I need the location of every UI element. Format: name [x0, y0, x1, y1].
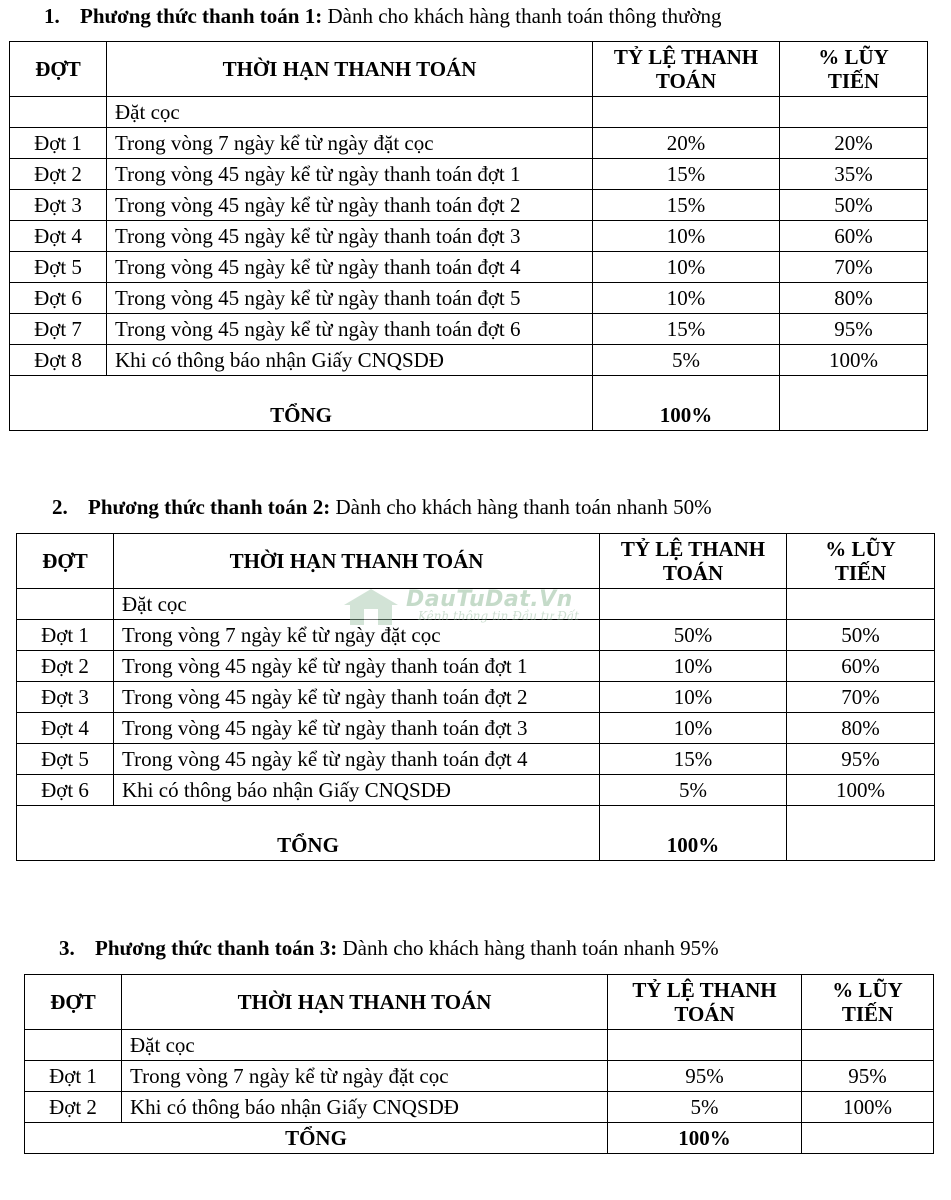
thoi-han-cell: Trong vòng 7 ngày kể từ ngày đặt cọc	[107, 128, 593, 159]
table-header-row	[17, 534, 935, 589]
thoi-han-cell: Trong vòng 45 ngày kể từ ngày thanh toán đợt 1	[114, 651, 600, 682]
ty-le-cell: 10%	[600, 651, 787, 682]
luy-tien-cell: 60%	[787, 651, 935, 682]
header-luy-tien: % LŨY TIẾN	[802, 975, 934, 1030]
thoi-han-cell: Trong vòng 45 ngày kể từ ngày thanh toán đợt 3	[107, 221, 593, 252]
table-header-row	[10, 42, 928, 97]
payment-table-3	[24, 974, 934, 1154]
thoi-han-cell: Trong vòng 45 ngày kể từ ngày thanh toán đợt 2	[114, 682, 600, 713]
dot-cell: Đợt 1	[10, 128, 107, 159]
table-row	[10, 128, 928, 159]
dot-cell: Đợt 2	[25, 1092, 122, 1123]
header-ty-le: TỶ LỆ THANH TOÁN	[593, 42, 780, 97]
total-label: TỔNG	[17, 806, 600, 861]
table-row	[10, 345, 928, 376]
thoi-han-cell: Trong vòng 45 ngày kể từ ngày thanh toán đợt 6	[107, 314, 593, 345]
thoi-han-cell: Khi có thông báo nhận Giấy CNQSDĐ	[107, 345, 593, 376]
header-dot: ĐỢT	[25, 975, 122, 1030]
luy-tien-cell	[787, 589, 935, 620]
section-number: 2.	[52, 495, 68, 519]
luy-tien-cell: 100%	[802, 1092, 934, 1123]
ty-le-cell: 10%	[600, 682, 787, 713]
luy-tien-cell: 70%	[787, 682, 935, 713]
total-empty-cell	[780, 376, 928, 431]
section-3-title	[59, 935, 719, 961]
table-row	[10, 221, 928, 252]
luy-tien-cell: 95%	[802, 1061, 934, 1092]
table-row	[17, 682, 935, 713]
table-row	[10, 97, 928, 128]
dot-cell: Đợt 3	[10, 190, 107, 221]
dot-cell: Đợt 7	[10, 314, 107, 345]
thoi-han-cell: Trong vòng 45 ngày kể từ ngày thanh toán đợt 4	[114, 744, 600, 775]
ty-le-cell	[608, 1030, 802, 1061]
dot-cell	[10, 97, 107, 128]
table-row	[17, 775, 935, 806]
thoi-han-cell: Trong vòng 45 ngày kể từ ngày thanh toán đợt 1	[107, 159, 593, 190]
ty-le-cell	[600, 589, 787, 620]
payment-table-1	[9, 41, 928, 431]
ty-le-cell: 50%	[600, 620, 787, 651]
luy-tien-cell: 80%	[780, 283, 928, 314]
ty-le-cell: 5%	[600, 775, 787, 806]
header-thoi-han: THỜI HẠN THANH TOÁN	[114, 534, 600, 589]
header-luy-tien: % LŨY TIẾN	[787, 534, 935, 589]
thoi-han-cell: Trong vòng 7 ngày kể từ ngày đặt cọc	[122, 1061, 608, 1092]
luy-tien-cell: 95%	[780, 314, 928, 345]
table-row	[17, 744, 935, 775]
thoi-han-cell: Khi có thông báo nhận Giấy CNQSDĐ	[114, 775, 600, 806]
total-value: 100%	[593, 376, 780, 431]
dot-cell	[17, 589, 114, 620]
thoi-han-cell: Trong vòng 45 ngày kể từ ngày thanh toán đợt 4	[107, 252, 593, 283]
section-title-bold: Phương thức thanh toán 1:	[80, 4, 323, 28]
dot-cell: Đợt 1	[25, 1061, 122, 1092]
header-ty-le: TỶ LỆ THANH TOÁN	[600, 534, 787, 589]
thoi-han-cell: Đặt cọc	[122, 1030, 608, 1061]
table-row	[10, 190, 928, 221]
luy-tien-cell: 80%	[787, 713, 935, 744]
table-row	[17, 651, 935, 682]
section-number: 3.	[59, 936, 75, 960]
total-row	[17, 806, 935, 861]
section-2-title	[52, 494, 712, 520]
payment-table-2	[16, 533, 935, 861]
table-row	[17, 589, 935, 620]
luy-tien-cell: 95%	[787, 744, 935, 775]
dot-cell	[25, 1030, 122, 1061]
ty-le-cell: 15%	[593, 190, 780, 221]
ty-le-cell: 10%	[600, 713, 787, 744]
luy-tien-cell	[780, 97, 928, 128]
luy-tien-cell: 35%	[780, 159, 928, 190]
dot-cell: Đợt 2	[10, 159, 107, 190]
dot-cell: Đợt 1	[17, 620, 114, 651]
header-ty-le: TỶ LỆ THANH TOÁN	[608, 975, 802, 1030]
header-thoi-han: THỜI HẠN THANH TOÁN	[107, 42, 593, 97]
thoi-han-cell: Trong vòng 45 ngày kể từ ngày thanh toán đợt 3	[114, 713, 600, 744]
ty-le-cell: 10%	[593, 252, 780, 283]
total-row	[10, 376, 928, 431]
total-empty-cell	[802, 1123, 934, 1154]
ty-le-cell	[593, 97, 780, 128]
dot-cell: Đợt 6	[10, 283, 107, 314]
thoi-han-cell: Trong vòng 45 ngày kể từ ngày thanh toán đợt 5	[107, 283, 593, 314]
header-thoi-han: THỜI HẠN THANH TOÁN	[122, 975, 608, 1030]
dot-cell: Đợt 3	[17, 682, 114, 713]
luy-tien-cell: 20%	[780, 128, 928, 159]
table-row	[25, 1092, 934, 1123]
ty-le-cell: 15%	[593, 159, 780, 190]
section-title-rest: Dành cho khách hàng thanh toán thông thường	[322, 4, 722, 28]
section-title-rest: Dành cho khách hàng thanh toán nhanh 50%	[330, 495, 712, 519]
dot-cell: Đợt 4	[10, 221, 107, 252]
luy-tien-cell: 100%	[780, 345, 928, 376]
table-row	[10, 252, 928, 283]
watermark-brand: DauTuDat.Vn	[406, 587, 573, 612]
thoi-han-cell: Đặt cọc	[107, 97, 593, 128]
watermark-tagline: Kênh thông tin Đầu tư Đất	[418, 609, 580, 623]
total-value: 100%	[608, 1123, 802, 1154]
dot-cell: Đợt 4	[17, 713, 114, 744]
luy-tien-cell: 50%	[787, 620, 935, 651]
section-title-bold: Phương thức thanh toán 2:	[88, 495, 331, 519]
thoi-han-cell: Khi có thông báo nhận Giấy CNQSDĐ	[122, 1092, 608, 1123]
ty-le-cell: 20%	[593, 128, 780, 159]
table-row	[17, 713, 935, 744]
dot-cell: Đợt 6	[17, 775, 114, 806]
table-row	[25, 1061, 934, 1092]
luy-tien-cell: 50%	[780, 190, 928, 221]
table-header-row	[25, 975, 934, 1030]
ty-le-cell: 5%	[593, 345, 780, 376]
header-dot: ĐỢT	[10, 42, 107, 97]
header-luy-tien: % LŨY TIẾN	[780, 42, 928, 97]
ty-le-cell: 5%	[608, 1092, 802, 1123]
dot-cell: Đợt 8	[10, 345, 107, 376]
section-1-title	[44, 3, 721, 29]
table-row	[10, 283, 928, 314]
luy-tien-cell	[802, 1030, 934, 1061]
table-row	[10, 159, 928, 190]
luy-tien-cell: 70%	[780, 252, 928, 283]
section-title-bold: Phương thức thanh toán 3:	[95, 936, 338, 960]
section-number: 1.	[44, 4, 60, 28]
ty-le-cell: 95%	[608, 1061, 802, 1092]
total-value: 100%	[600, 806, 787, 861]
total-empty-cell	[787, 806, 935, 861]
section-title-rest: Dành cho khách hàng thanh toán nhanh 95%	[337, 936, 719, 960]
dot-cell: Đợt 2	[17, 651, 114, 682]
dot-cell: Đợt 5	[17, 744, 114, 775]
ty-le-cell: 15%	[593, 314, 780, 345]
header-dot: ĐỢT	[17, 534, 114, 589]
dot-cell: Đợt 5	[10, 252, 107, 283]
ty-le-cell: 10%	[593, 221, 780, 252]
total-label: TỔNG	[25, 1123, 608, 1154]
total-row	[25, 1123, 934, 1154]
thoi-han-cell: Trong vòng 7 ngày kể từ ngày đặt cọc	[114, 620, 600, 651]
luy-tien-cell: 100%	[787, 775, 935, 806]
ty-le-cell: 15%	[600, 744, 787, 775]
thoi-han-cell: Trong vòng 45 ngày kể từ ngày thanh toán đợt 2	[107, 190, 593, 221]
table-row	[25, 1030, 934, 1061]
ty-le-cell: 10%	[593, 283, 780, 314]
table-row	[10, 314, 928, 345]
thoi-han-cell: Đặt cọc	[114, 589, 600, 620]
table-row	[17, 620, 935, 651]
luy-tien-cell: 60%	[780, 221, 928, 252]
total-label: TỔNG	[10, 376, 593, 431]
